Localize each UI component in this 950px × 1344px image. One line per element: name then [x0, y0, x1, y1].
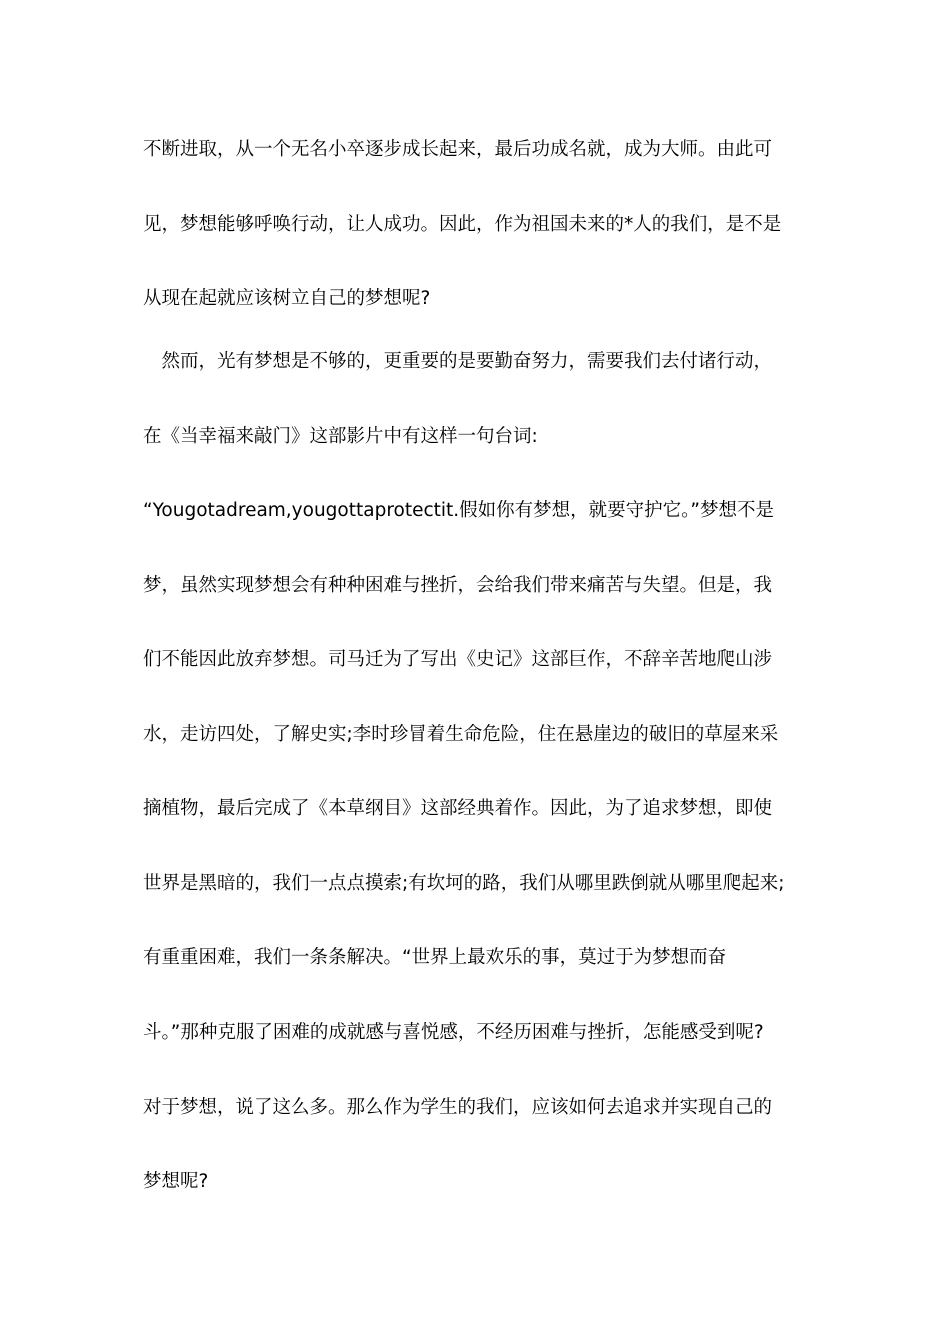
paragraph-line-11: 世界是黑暗的，我们一点点摸索;有坎坷的路，我们从哪里跌倒就从哪里爬起来;: [143, 873, 785, 894]
paragraph-line-7: 梦，虽然实现梦想会有种种困难与挫折，会给我们带来痛苦与失望。但是，我: [143, 575, 773, 596]
paragraph-line-1: 不断进取，从一个无名小卒逐步成长起来，最后功成名就，成为大师。由此可: [143, 139, 773, 160]
paragraph-line-5: 在《当幸福来敲门》这部影片中有这样一句台词:: [143, 426, 538, 447]
paragraph-line-14: 对于梦想，说了这么多。那么作为学生的我们，应该如何去追求并实现自己的: [143, 1097, 773, 1118]
paragraph-line-12: 有重重困难，我们一条条解决。“世界上最欢乐的事，莫过于为梦想而奋: [143, 947, 727, 968]
paragraph-line-8: 们不能因此放弃梦想。司马迁为了写出《史记》这部巨作，不辞辛苦地爬山涉: [143, 649, 773, 670]
paragraph-line-4: 然而，光有梦想是不够的，更重要的是要勤奋努力，需要我们去付诸行动，: [143, 351, 773, 372]
paragraph-line-15: 梦想呢?: [143, 1171, 209, 1192]
paragraph-line-9: 水，走访四处，了解史实;李时珍冒着生命危险，住在悬崖边的破旧的草屋来采: [143, 724, 779, 745]
paragraph-line-10: 摘植物，最后完成了《本草纲目》这部经典着作。因此，为了追求梦想，即使: [143, 798, 773, 819]
paragraph-line-6: “Yougotadream,yougottaprotectit.假如你有梦想，就要守护它。”梦想不是: [143, 500, 775, 521]
paragraph-line-2: 见，梦想能够呼唤行动，让人成功。因此，作为祖国未来的*人的我们，是不是: [143, 214, 782, 235]
paragraph-line-13: 斗。”那种克服了困难的成就感与喜悦感，不经历困难与挫折，怎能感受到呢?: [143, 1022, 764, 1043]
paragraph-line-3: 从现在起就应该树立自己的梦想呢?: [143, 288, 431, 309]
